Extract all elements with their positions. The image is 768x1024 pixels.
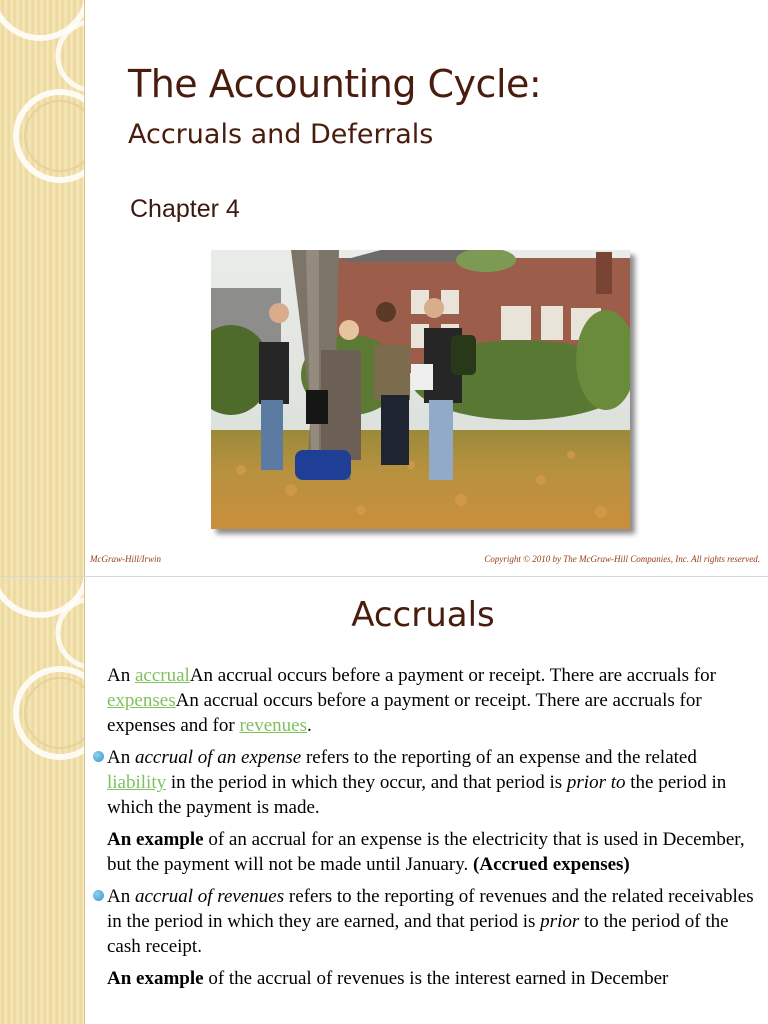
text-run: An (107, 665, 135, 686)
slide-title: The Accounting Cycle: (128, 62, 542, 106)
revenues-link[interactable]: revenues (239, 715, 307, 736)
text-run: of an accrual for an expense is the electricity that is used in December, but the payment will not be made until January. (107, 829, 745, 875)
text-run: to the period of the cash receipt. (107, 911, 729, 957)
decorative-rings (0, 577, 84, 1024)
decorative-side-band (0, 0, 85, 576)
bullet-dot-icon (93, 751, 104, 762)
text-run: in the period in which they occur, and that period is (166, 772, 567, 793)
liability-link[interactable]: liability (107, 772, 167, 793)
bullet-accrual-of-revenues (107, 884, 757, 959)
bold-text: (Accrued expenses) (473, 854, 630, 875)
bullet-accrual-of-expense (107, 745, 757, 820)
accruals-slide (0, 577, 768, 1024)
text-run: An (107, 886, 135, 907)
text-run: . (306, 715, 312, 736)
decorative-side-band (0, 577, 85, 1024)
text-run: of the accrual of revenues is the interest earned in December (203, 968, 669, 989)
text-run: An (107, 747, 135, 768)
text-run: An accrual occurs before a payment or receipt. There are accruals for expenses and for (107, 690, 702, 736)
paragraph-accrual-definition (107, 663, 757, 738)
text-run: refers to the reporting of revenues and the related receivables in the period in which they are earned, and that period is (107, 886, 754, 932)
emphasis-text: accrual of an expense (134, 747, 302, 768)
accrual-link[interactable]: accrual (134, 665, 190, 686)
expenses-link[interactable]: expenses (107, 690, 176, 711)
emphasis-text: prior to (566, 772, 626, 793)
example-accrued-expenses (107, 827, 757, 877)
bullet-dot-icon (93, 890, 104, 901)
copyright-notice: Copyright © 2010 by The McGraw-Hill Companies, Inc. All rights reserved. (484, 554, 760, 564)
text-run: An accrual occurs before a payment or receipt. There are accruals for (189, 665, 716, 686)
emphasis-text: prior (540, 911, 580, 932)
example-accrued-revenues (107, 966, 757, 991)
slide-body (107, 663, 757, 998)
text-run: refers to the reporting of an expense and the related (301, 747, 697, 768)
emphasis-text: accrual of revenues (134, 886, 285, 907)
publisher-label: McGraw-Hill/Irwin (90, 554, 161, 564)
students-photo (211, 250, 630, 529)
slide-subtitle: Accruals and Deferrals (128, 119, 434, 150)
bold-text: An example (107, 968, 204, 989)
chapter-label: Chapter 4 (130, 195, 240, 223)
decorative-rings (0, 0, 84, 576)
bold-text: An example (107, 829, 204, 850)
text-run: the period in which the payment is made. (107, 772, 727, 818)
slide-heading: Accruals (351, 595, 495, 635)
